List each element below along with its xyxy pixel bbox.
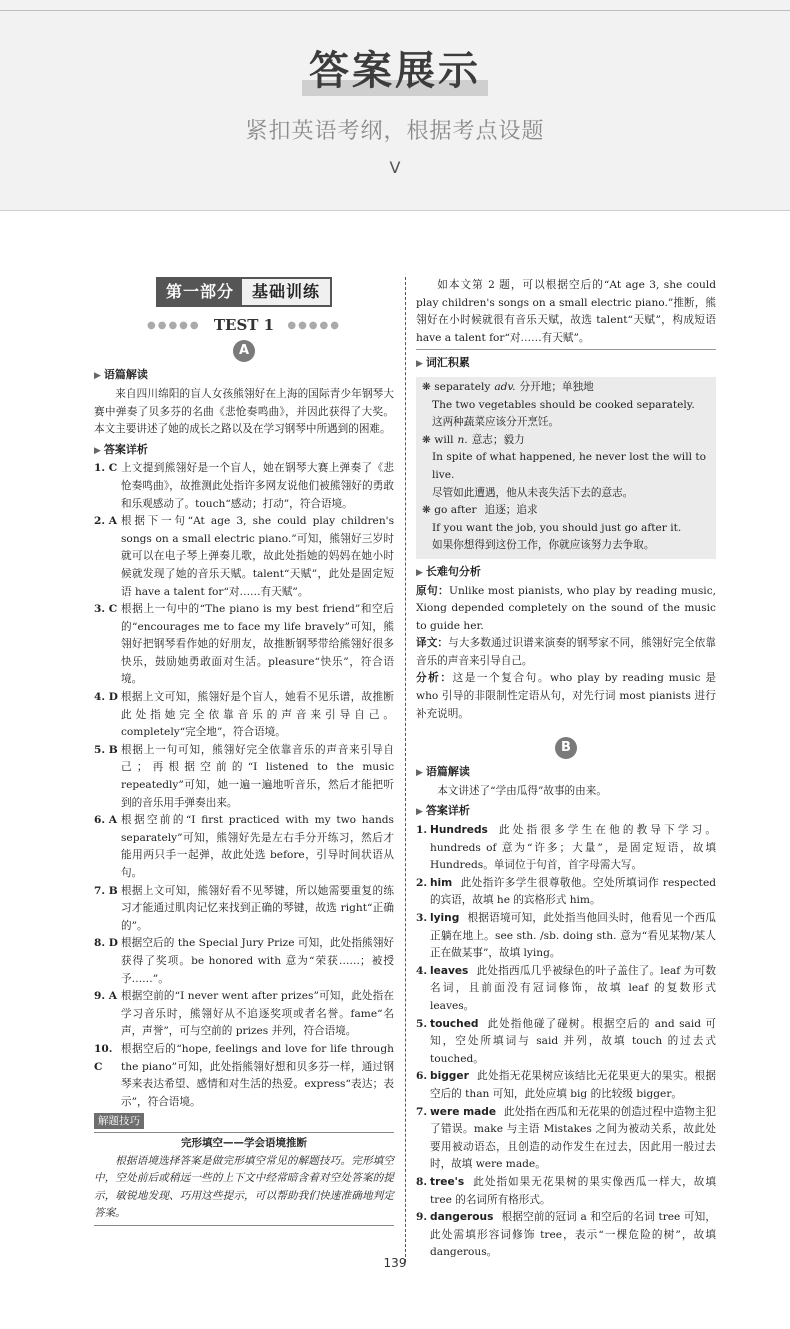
answer-key: touched xyxy=(430,1017,479,1030)
chevron-down-icon[interactable]: V xyxy=(389,158,401,177)
vocab-example-zh: 如果你想得到这份工作，你就应该努力去争取。 xyxy=(432,539,655,552)
answer-text-block xyxy=(430,1016,716,1069)
answer-text: 根据空前的“I first practiced with my two hands separately”可知，熊翎好先是左右手分开练习，然后才能用两只手一起弹，故此处选 before，引导时间状语从句。 xyxy=(121,814,394,880)
answer-text: 根据空后的“hope, feelings and love for life through the piano”可知，此处指熊翎好想和贝多芬一样，通过钢琴来表达希望、感情和对生活的热爱。express“表达；表示”，符合语境。 xyxy=(121,1042,394,1108)
vocab-entry xyxy=(422,502,710,520)
answer-text-block xyxy=(430,910,716,963)
triangle-icon: ▶ xyxy=(416,359,423,370)
answer-item xyxy=(416,1068,716,1103)
answer-text: 根据上一句中的“The piano is my best friend”和空后的“encourages me to face my life bravely”可知，熊翎好把钢琴看作她的好朋友，故推断钢琴带给熊翎好很多快乐，鼓励她勇敢面对生活。pleasure“快乐”，符合语境。 xyxy=(121,603,394,686)
reading-heading-b: ▶ 语篇解读 xyxy=(416,765,470,779)
answer-text: 此处指无花果树应该结比无花果更大的果实。根据空后的 than 可知，此处应填 big 的比较级 bigger。 xyxy=(430,1070,716,1100)
answer-text: 此处指如果无花果树的果实像西瓜一样大，故填 tree 的名词所有格形式。 xyxy=(430,1175,716,1206)
answer-number: 9. A xyxy=(94,990,117,1003)
answer-item xyxy=(416,1209,716,1262)
tip-text: 根据语境选择答案是做完形填空常见的解题技巧。完形填空中，空处前后或稍远一些的上下文中经常暗含着对空处答案的提示，敏锐地发现、巧用这些提示，可以帮助我们快速准确地判定答案。 xyxy=(94,1154,394,1220)
answer-text: 此处指很多学生在他的教导下学习。hundreds of 意为“许多；大量”，是固定短语，故填 Hundreds。单词位于句首，首字母需大写。 xyxy=(430,824,716,872)
answer-text-block xyxy=(430,1104,716,1174)
vocab-example-zh: 这两种蔬菜应该分开烹饪。 xyxy=(432,416,560,429)
answer-number: 6. A xyxy=(94,814,117,827)
tip-title: 完形填空——学会语境推断 xyxy=(181,1136,307,1149)
answer-item xyxy=(416,822,716,875)
answer-number: 9. xyxy=(416,1211,428,1224)
vocab-example-zh: 尽管如此遭遇，他从未丧失活下去的意志。 xyxy=(432,486,634,499)
section-b-badge: B xyxy=(555,737,577,759)
banner-title: 答案展示 xyxy=(309,48,481,94)
column-divider xyxy=(405,277,406,1262)
part-label: 第一部分 xyxy=(158,279,242,305)
answer-text-block xyxy=(430,1174,716,1209)
answer-text-block xyxy=(430,875,716,910)
tip-box xyxy=(94,1132,394,1226)
answer-text: 根据空前的“I never went after prizes”可知，此处指在学习音乐时，熊翎好从不追逐奖项或者名誉。fame“名声，声誉”，可与空前的 prizes 并列，符合语境。 xyxy=(121,990,394,1038)
answer-number: 7. B xyxy=(94,884,118,897)
part-name: 基础训练 xyxy=(252,282,321,301)
answers-list-b xyxy=(416,822,716,1262)
answer-text: 此处指他碰了碰树。根据空后的 and said 可知，空处所填词与 said 并列，故填 touch 的过去式 touched。 xyxy=(430,1017,716,1065)
triangle-icon: ▶ xyxy=(416,768,423,779)
answer-item xyxy=(94,460,394,513)
answer-item xyxy=(416,910,716,963)
section-a-badge: A xyxy=(233,340,255,362)
vocab-pos: n. xyxy=(457,433,468,446)
answer-number: 5. xyxy=(416,1017,428,1030)
answer-number: 4. D xyxy=(94,691,118,704)
answer-text: 根据空前的冠词 a 和空后的名词 tree 可知，此处需填形容词修饰 tree，表示“一棵危险的树”，故填 dangerous。 xyxy=(430,1211,716,1259)
answer-text: 此处指在西瓜和无花果的创造过程中造物主犯了错误。make 与主语 Mistakes 之间为被动关系，故此处要用被动语态，且创造的动作发生在过去，因此用一般过去时，故填 were made。 xyxy=(430,1105,716,1171)
answer-text: 上文提到熊翎好是一个盲人，她在钢琴大赛上弹奏了《悲怆奏鸣曲》，故推测此处指许多网友说他们被熊翎好的勇敢和乐观感动了。touch“感动；打动”，符合语境。 xyxy=(121,462,394,510)
answer-number: 2. xyxy=(416,876,428,889)
star-icon: ❋ xyxy=(422,504,435,517)
answer-key: leaves xyxy=(430,964,469,977)
reading-text-a: 来自四川绵阳的盲人女孩熊翎好在上海的国际青少年钢琴大赛中弹奏了贝多芬的名曲《悲怆奏鸣曲》，并因此获得了大奖。本文主要讲述了她的成长之路以及在学习钢琴中所遇到的困难。 xyxy=(94,387,394,436)
answer-key: Hundreds xyxy=(430,824,488,837)
answer-item xyxy=(416,875,716,910)
answer-number: 10. C xyxy=(94,1042,113,1073)
answer-item xyxy=(94,812,394,882)
triangle-icon: ▶ xyxy=(416,567,423,578)
answer-key: bigger xyxy=(430,1070,469,1083)
part-header xyxy=(94,277,394,307)
banner xyxy=(0,0,790,205)
answer-key: were made xyxy=(430,1105,497,1118)
answer-key: lying xyxy=(430,912,460,924)
vocab-entry xyxy=(422,432,710,450)
vocab-meaning: 追逐；追求 xyxy=(484,504,538,517)
answer-key: tree's xyxy=(430,1175,465,1188)
long-sentence-heading: ▶ 长难句分析 xyxy=(416,564,481,578)
answer-number: 1. xyxy=(416,824,428,837)
answer-text: 根据空后的 the Special Jury Prize 可知，此处指熊翎好获得了奖项。be honored with 意为“荣获……；被授予……”。 xyxy=(121,937,394,985)
vocab-box xyxy=(416,377,716,559)
answer-number: 4. xyxy=(416,964,428,977)
answer-text-block xyxy=(430,1209,716,1262)
answer-item xyxy=(416,1174,716,1209)
answers-heading-b: ▶ 答案详析 xyxy=(416,804,470,818)
test-title xyxy=(94,317,394,335)
banner-subtitle: 紧扣英语考纲，根据考点设题 xyxy=(245,119,545,144)
vocab-pos: adv. xyxy=(494,380,516,393)
answer-number: 5. B xyxy=(94,743,118,756)
part-box xyxy=(156,277,332,307)
answer-item xyxy=(94,1041,394,1111)
star-icon: ❋ xyxy=(422,433,435,446)
answers-list-a xyxy=(94,460,394,1111)
answer-text: 根据上一句可知，熊翎好完全依靠音乐的声音来引导自己；再根据空前的“I listened to the music repeatedly”可知，她一遍一遍地听音乐，然后才能把听到的音乐用手弹奏出来。 xyxy=(121,743,394,809)
star-icon: ❋ xyxy=(422,380,435,393)
vocab-word: will xyxy=(434,433,454,446)
answer-text: 根据上文可知，熊翎好是个盲人，她看不见乐谱，故推断此处指她完全依靠音乐的声音来引导自己。completely“完全地”，符合语境。 xyxy=(121,691,394,739)
vocab-word: separately xyxy=(434,380,491,393)
answer-text: 此处指西瓜几乎被绿色的叶子盖住了。leaf 为可数名词，且前面没有冠词修饰，故填 leaf 的复数形式 leaves。 xyxy=(430,964,716,1012)
answer-item xyxy=(94,601,394,689)
answer-item xyxy=(94,742,394,812)
dots-left: ●●●●● xyxy=(147,319,201,331)
answer-text: 此处指许多学生很尊敬他。空处所填词作 respected 的宾语，故填 he 的宾格形式 him。 xyxy=(430,876,716,907)
long-analysis: 分析：这是一个复合句。who play by reading music 是 who 引导的非限制性定语从句，对先行词 most pianists 进行补充说明。 xyxy=(416,672,716,720)
reading-text-b: 本文讲述了“学由瓜得”故事的由来。 xyxy=(437,784,607,797)
answer-item xyxy=(94,689,394,742)
answer-item xyxy=(94,988,394,1041)
triangle-icon: ▶ xyxy=(94,445,101,456)
answer-number: 8. D xyxy=(94,937,118,950)
answer-text: 根据语境可知，此处指当他回头时，他看见一个西瓜正躺在地上。see sth. /sb. doing sth. 意为“看见某物/某人正在做某事”，故填 lying。 xyxy=(430,912,716,960)
long-original: 原句：Unlike most pianists, who play by reading music, Xiong depended completely on the sound of the music to guide her. xyxy=(416,584,716,632)
answer-item xyxy=(94,513,394,601)
answer-item xyxy=(94,935,394,988)
answer-text: 根据下一句“At age 3, she could play children's songs on a small electric piano.”可知，熊翎好三岁时就可以在电子琴上弹奏儿歌，故此处指她的妈妈在她小时候就发现了她的音乐天赋。talent“天赋”，此处是固定短语 have a talent for“对……有天赋”。 xyxy=(121,515,394,598)
book-page xyxy=(0,210,790,1329)
right-column xyxy=(416,277,716,1262)
answer-text-block xyxy=(430,963,716,1016)
answer-item xyxy=(416,1104,716,1174)
left-column xyxy=(94,277,394,1226)
answer-key: him xyxy=(430,876,453,889)
answer-item xyxy=(416,963,716,1016)
tip-continuation: 如本文第 2 题，可以根据空后的“At age 3, she could play children's songs on a small electric piano.”推断，熊翎好在小时候就很有音乐天赋，故选 talent“天赋”，构成短语 have a talent for“对……有天赋”。 xyxy=(416,279,716,344)
vocab-example-en: The two vegetables should be cooked separately. xyxy=(432,398,695,411)
triangle-icon: ▶ xyxy=(416,807,423,818)
page-number: 139 xyxy=(383,1256,407,1270)
vocab-entry xyxy=(422,379,710,397)
answer-number: 8. xyxy=(416,1175,428,1188)
reading-heading-a: ▶ 语篇解读 xyxy=(94,368,148,382)
vocab-example-en: If you want the job, you should just go after it. xyxy=(432,521,682,534)
long-translation: 译文：与大多数通过识谱来演奏的钢琴家不同，熊翎好完全依靠音乐的声音来引导自己。 xyxy=(416,637,716,667)
answer-text: 根据上文可知，熊翎好看不见琴键，所以她需要重复的练习才能通过肌肉记忆来找到正确的琴键，故选 right“正确的”。 xyxy=(121,884,394,932)
answer-text-block xyxy=(430,1068,716,1103)
answer-number: 3. xyxy=(416,912,428,924)
answer-number: 7. xyxy=(416,1105,428,1118)
answers-heading-a: ▶ 答案详析 xyxy=(94,442,148,456)
answer-text-block xyxy=(430,822,716,875)
answer-number: 3. C xyxy=(94,603,118,616)
test-title-text: TEST 1 xyxy=(213,315,275,334)
dots-right: ●●●●● xyxy=(287,319,341,331)
answer-item xyxy=(94,883,394,936)
triangle-icon: ▶ xyxy=(94,371,101,382)
vocab-meaning: 意志；毅力 xyxy=(471,433,525,446)
answer-number: 6. xyxy=(416,1070,428,1083)
answer-number: 1. C xyxy=(94,462,118,475)
answer-item xyxy=(416,1016,716,1069)
vocab-word: go after xyxy=(434,504,477,517)
tip-tag: 解题技巧 xyxy=(94,1113,144,1129)
answer-number: 2. A xyxy=(94,515,117,528)
vocab-example-en: In spite of what happened, he never lost the will to live. xyxy=(432,451,706,481)
rule xyxy=(416,349,716,350)
vocab-heading: ▶ 词汇积累 xyxy=(416,356,470,370)
vocab-meaning: 分开地；单独地 xyxy=(519,380,594,393)
answer-key: dangerous xyxy=(430,1211,494,1224)
